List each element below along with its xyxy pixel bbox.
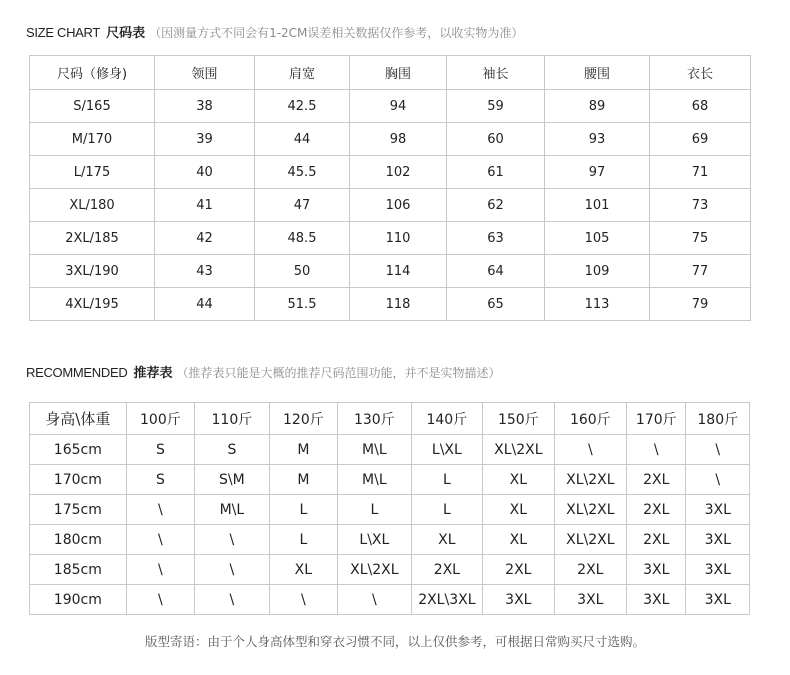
- size-cell: 77: [650, 255, 751, 288]
- recommended-title: [26, 362, 500, 381]
- recommended-cell: 3XL: [686, 495, 750, 525]
- recommended-row: [30, 555, 750, 585]
- recommended-cell: \: [554, 435, 627, 465]
- size-cell: 101: [545, 189, 650, 222]
- size-cell: 102: [350, 156, 447, 189]
- recommended-cell: 2XL: [627, 525, 686, 555]
- recommended-note: （推荐表只能是大概的推荐尺码范围功能，并不是实物描述）: [176, 366, 501, 380]
- recommended-cell: XL\2XL: [483, 435, 554, 465]
- size-cell: 41: [155, 189, 255, 222]
- recommended-cell: XL\2XL: [554, 465, 627, 495]
- recommended-cell: XL: [483, 465, 554, 495]
- recommended-row-label: 190cm: [30, 585, 127, 615]
- size-cell: 50: [255, 255, 350, 288]
- size-cell: 68: [650, 90, 751, 123]
- recommended-cell: S\M: [195, 465, 270, 495]
- recommended-cell: 2XL: [411, 555, 482, 585]
- size-cell: 59: [447, 90, 545, 123]
- size-cell: 60: [447, 123, 545, 156]
- recommended-cell: L: [411, 465, 482, 495]
- size-row-label: M/170: [30, 123, 155, 156]
- recommended-cell: XL: [411, 525, 482, 555]
- recommended-cell: L: [269, 525, 337, 555]
- size-cell: 93: [545, 123, 650, 156]
- recommended-cell: \: [126, 525, 194, 555]
- recommended-cell: M\L: [195, 495, 270, 525]
- size-chart-table: [29, 55, 751, 321]
- size-cell: 79: [650, 288, 751, 321]
- size-row-label: 2XL/185: [30, 222, 155, 255]
- size-cell: 38: [155, 90, 255, 123]
- recommended-cell: \: [126, 555, 194, 585]
- size-cell: 61: [447, 156, 545, 189]
- recommended-cell: 3XL: [686, 525, 750, 555]
- recommended-cell: \: [195, 585, 270, 615]
- size-chart-title-zh: 尺码表: [106, 26, 146, 41]
- size-header-cell: 袖长: [447, 56, 545, 90]
- recommended-header-cell: 150斤: [483, 403, 554, 435]
- recommended-cell: S: [126, 435, 194, 465]
- recommended-header-cell: 180斤: [686, 403, 750, 435]
- size-header-cell: 尺码（修身): [30, 56, 155, 90]
- size-chart-title: [26, 22, 523, 41]
- recommended-cell: 3XL: [686, 585, 750, 615]
- recommended-cell: S: [195, 435, 270, 465]
- size-cell: 113: [545, 288, 650, 321]
- recommended-cell: 2XL: [483, 555, 554, 585]
- size-cell: 71: [650, 156, 751, 189]
- size-cell: 94: [350, 90, 447, 123]
- recommended-row-label: 165cm: [30, 435, 127, 465]
- size-row: [30, 189, 751, 222]
- recommended-cell: L\XL: [411, 435, 482, 465]
- recommended-cell: M: [269, 435, 337, 465]
- recommended-cell: XL\2XL: [554, 525, 627, 555]
- size-header-cell: 胸围: [350, 56, 447, 90]
- recommended-row-label: 170cm: [30, 465, 127, 495]
- size-row-label: L/175: [30, 156, 155, 189]
- recommended-cell: XL: [483, 495, 554, 525]
- recommended-cell: L: [338, 495, 412, 525]
- recommended-row: [30, 465, 750, 495]
- recommended-row: [30, 495, 750, 525]
- size-cell: 97: [545, 156, 650, 189]
- recommended-cell: XL\2XL: [338, 555, 412, 585]
- recommended-cell: L\XL: [338, 525, 412, 555]
- size-cell: 44: [155, 288, 255, 321]
- size-cell: 47: [255, 189, 350, 222]
- size-header-cell: 腰围: [545, 56, 650, 90]
- recommended-cell: 3XL: [483, 585, 554, 615]
- size-cell: 64: [447, 255, 545, 288]
- size-row: [30, 288, 751, 321]
- size-header-cell: 领围: [155, 56, 255, 90]
- recommended-cell: M: [269, 465, 337, 495]
- size-cell: 40: [155, 156, 255, 189]
- recommended-header-row: [30, 403, 750, 435]
- size-cell: 39: [155, 123, 255, 156]
- recommended-row-label: 175cm: [30, 495, 127, 525]
- size-cell: 89: [545, 90, 650, 123]
- recommended-cell: XL\2XL: [554, 495, 627, 525]
- recommended-cell: \: [686, 435, 750, 465]
- size-cell: 63: [447, 222, 545, 255]
- recommended-cell: M\L: [338, 435, 412, 465]
- recommended-header-cell: 170斤: [627, 403, 686, 435]
- recommended-cell: \: [686, 465, 750, 495]
- recommended-row: [30, 585, 750, 615]
- size-cell: 42.5: [255, 90, 350, 123]
- recommended-header-cell: 130斤: [338, 403, 412, 435]
- size-cell: 43: [155, 255, 255, 288]
- recommended-header-cell: 身高\体重: [30, 403, 127, 435]
- recommended-header-cell: 110斤: [195, 403, 270, 435]
- size-cell: 73: [650, 189, 751, 222]
- recommended-cell: \: [195, 525, 270, 555]
- size-row: [30, 123, 751, 156]
- recommended-cell: XL: [269, 555, 337, 585]
- size-cell: 42: [155, 222, 255, 255]
- recommended-row: [30, 435, 750, 465]
- recommended-row: [30, 525, 750, 555]
- recommended-cell: \: [126, 585, 194, 615]
- recommended-title-en: RECOMMENDED: [26, 365, 128, 380]
- recommended-cell: \: [126, 495, 194, 525]
- size-chart-title-en: SIZE CHART: [26, 25, 101, 40]
- size-row-label: XL/180: [30, 189, 155, 222]
- recommended-cell: \: [195, 555, 270, 585]
- recommended-cell: 3XL: [686, 555, 750, 585]
- size-header-cell: 衣长: [650, 56, 751, 90]
- recommended-row-label: 180cm: [30, 525, 127, 555]
- recommended-cell: L: [269, 495, 337, 525]
- size-row: [30, 222, 751, 255]
- fit-note-footer: 版型寄语：由于个人身高体型和穿衣习惯不同，以上仅供参考，可根据日常购买尺寸选购。: [144, 634, 645, 649]
- size-cell: 48.5: [255, 222, 350, 255]
- size-cell: 44: [255, 123, 350, 156]
- size-cell: 110: [350, 222, 447, 255]
- recommended-title-zh: 推荐表: [133, 366, 173, 381]
- recommended-cell: L: [411, 495, 482, 525]
- recommended-cell: 2XL: [554, 555, 627, 585]
- size-row: [30, 156, 751, 189]
- recommended-cell: 3XL: [554, 585, 627, 615]
- size-cell: 62: [447, 189, 545, 222]
- size-cell: 109: [545, 255, 650, 288]
- size-row-label: S/165: [30, 90, 155, 123]
- recommended-cell: 3XL: [627, 555, 686, 585]
- size-header-row: [30, 56, 751, 90]
- size-cell: 65: [447, 288, 545, 321]
- size-row-label: 4XL/195: [30, 288, 155, 321]
- recommended-header-cell: 140斤: [411, 403, 482, 435]
- recommended-cell: S: [126, 465, 194, 495]
- recommended-table: [29, 402, 750, 615]
- size-row: [30, 255, 751, 288]
- recommended-cell: 2XL\3XL: [411, 585, 482, 615]
- size-cell: 114: [350, 255, 447, 288]
- size-row: [30, 90, 751, 123]
- recommended-cell: XL: [483, 525, 554, 555]
- size-cell: 105: [545, 222, 650, 255]
- recommended-header-cell: 100斤: [126, 403, 194, 435]
- size-cell: 45.5: [255, 156, 350, 189]
- size-chart-note: （因测量方式不同会有1-2CM误差相关数据仅作参考，以收实物为准）: [149, 26, 524, 40]
- size-header-cell: 肩宽: [255, 56, 350, 90]
- size-cell: 51.5: [255, 288, 350, 321]
- recommended-cell: 2XL: [627, 495, 686, 525]
- recommended-header-cell: 160斤: [554, 403, 627, 435]
- recommended-cell: \: [627, 435, 686, 465]
- size-cell: 98: [350, 123, 447, 156]
- size-cell: 106: [350, 189, 447, 222]
- size-cell: 69: [650, 123, 751, 156]
- size-cell: 75: [650, 222, 751, 255]
- recommended-header-cell: 120斤: [269, 403, 337, 435]
- recommended-cell: \: [269, 585, 337, 615]
- size-row-label: 3XL/190: [30, 255, 155, 288]
- recommended-cell: 2XL: [627, 465, 686, 495]
- size-cell: 118: [350, 288, 447, 321]
- recommended-cell: 3XL: [627, 585, 686, 615]
- recommended-cell: \: [338, 585, 412, 615]
- recommended-row-label: 185cm: [30, 555, 127, 585]
- recommended-cell: M\L: [338, 465, 412, 495]
